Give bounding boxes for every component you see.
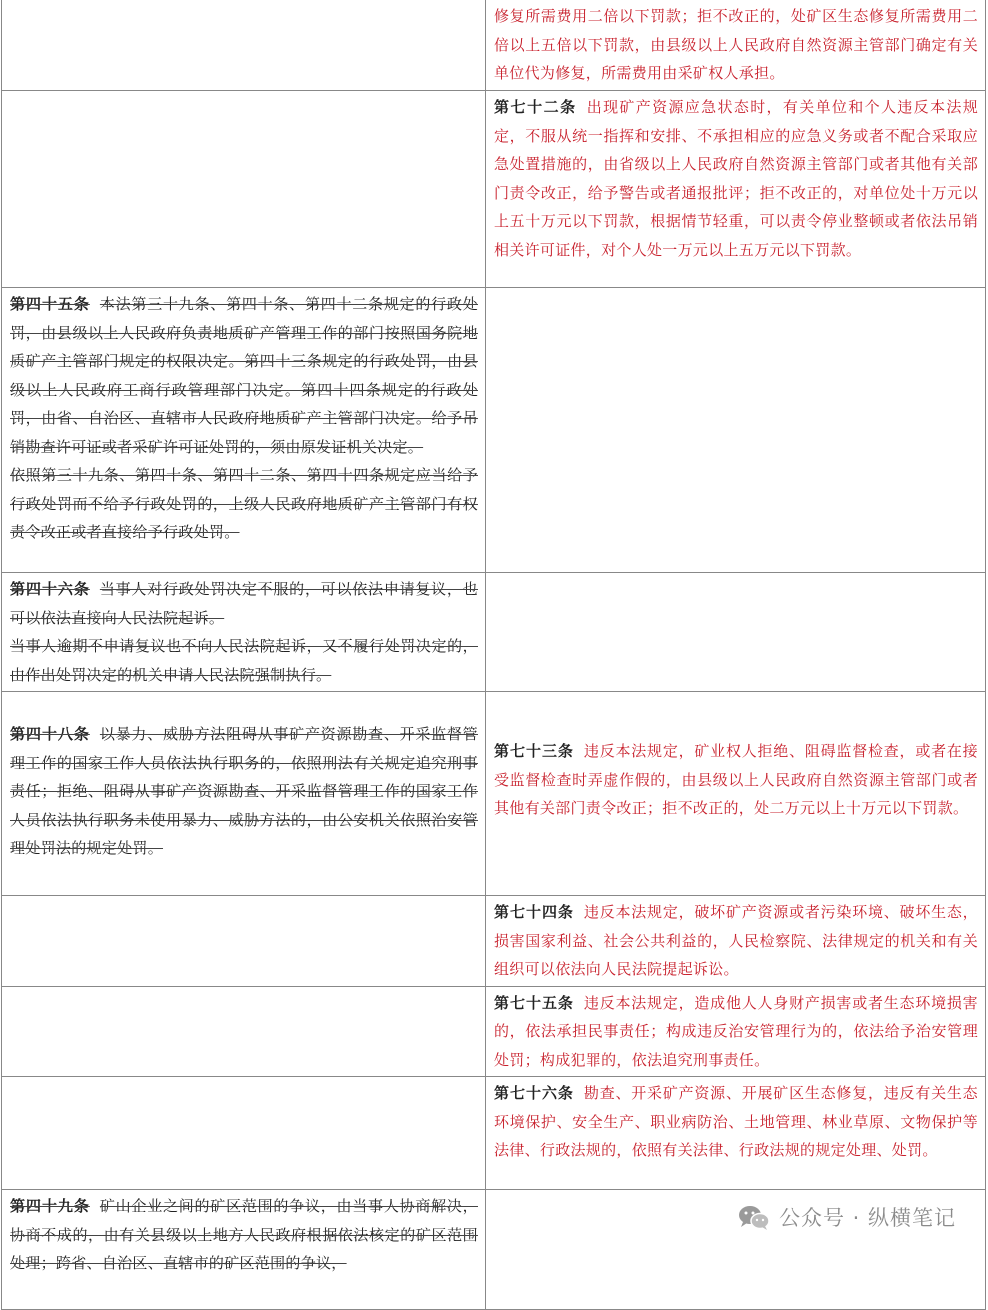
new-text-cell-empty	[486, 288, 986, 573]
article-text: 当事人对行政处罚决定不服的，可以依法申请复议，也可以依法直接向人民法院起诉。	[10, 580, 478, 627]
deleted-paragraph: 当事人逾期不申请复议也不向人民法院起诉，又不履行处罚决定的，由作出处罚决定的机关申请人民法院强制执行。	[10, 637, 478, 684]
table-row	[2, 288, 986, 573]
old-text-cell-empty	[2, 1077, 486, 1190]
article-text: 矿山企业之间的矿区范围的争议，由当事人协商解决，协商不成的，由有关县级以上地方人民政府根据依法核定的矿区范围处理；跨省、自治区、直辖市的矿区范围的争议，	[10, 1197, 478, 1272]
table-row	[2, 1077, 986, 1190]
old-text-cell-empty	[2, 91, 486, 288]
article-number: 第七十三条	[494, 742, 574, 760]
article-text: 修复所需费用二倍以下罚款；拒不改正的，处矿区生态修复所需费用二倍以上五倍以下罚款，由县级以上人民政府自然资源主管部门确定有关单位代为修复，所需费用由采矿权人承担。	[494, 7, 978, 82]
article-text: 勘查、开采矿产资源、开展矿区生态修复，违反有关生态环境保护、安全生产、职业病防治、土地管理、林业草原、文物保护等法律、行政法规的，依照有关法律、行政法规的规定处理、处罚。	[494, 1084, 978, 1159]
table-row	[2, 896, 986, 987]
article-number: 第七十六条	[494, 1084, 574, 1102]
new-text-cell	[486, 986, 986, 1077]
old-text-cell-empty	[2, 896, 486, 987]
article-number: 第七十四条	[494, 903, 574, 921]
new-text-cell	[486, 692, 986, 896]
deleted-paragraph	[10, 575, 478, 632]
old-text-cell	[2, 573, 486, 692]
article-text: 出现矿产资源应急状态时，有关单位和个人违反本法规定，不服从统一指挥和安排、不承担相应的应急义务或者不配合采取应急处置措施的，由省级以上人民政府自然资源主管部门或者其他有关部门责令改正，给予警告或者通报批评；拒不改正的，对单位处十万元以上五十万元以下罚款，根据情节轻重，可以责令停业整顿或者依法吊销相关许可证件，对个人处一万元以上五万元以下罚款。	[494, 98, 978, 259]
old-text-cell	[2, 288, 486, 573]
new-text-cell	[486, 1077, 986, 1190]
article-number: 第七十五条	[494, 993, 574, 1012]
article-number: 第七十二条	[494, 98, 577, 116]
article-number: 第四十五条	[10, 295, 90, 313]
new-text-cell	[486, 91, 986, 288]
new-text-cell	[486, 896, 986, 987]
old-text-cell-empty	[2, 0, 486, 91]
deleted-paragraph	[10, 290, 478, 461]
article-number: 第四十八条	[10, 725, 90, 743]
article-text: 以暴力、威胁方法阻碍从事矿产资源勘查、开采监督管理工作的国家工作人员依法执行职务的，依照刑法有关规定追究刑事责任；拒绝、阻碍从事矿产资源勘查、开采监督管理工作的国家工作人员依法执行职务未使用暴力、威胁方法的，由公安机关依照治安管理处罚法的规定处罚。	[10, 725, 478, 857]
table-row	[2, 692, 986, 896]
table-row	[2, 986, 986, 1077]
old-text-cell	[2, 1190, 486, 1310]
article-number: 第四十九条	[10, 1197, 90, 1215]
article-text: 违反本法规定，造成他人人身财产损害或者生态环境损害的，依法承担民事责任；构成违反治安管理行为的，依法给予治安管理处罚；构成犯罪的，依法追究刑事责任。	[494, 993, 978, 1069]
article-text: 违反本法规定，破坏矿产资源或者污染环境、破坏生态，损害国家利益、社会公共利益的，人民检察院、法律规定的机关和有关组织可以依法向人民法院提起诉讼。	[494, 903, 978, 978]
article-text: 本法第三十九条、第四十条、第四十二条规定的行政处罚，由县级以上人民政府负责地质矿产管理工作的部门按照国务院地质矿产主管部门规定的权限决定。第四十三条规定的行政处罚，由县级以上人民政府工商行政管理部门决定。第四十四条规定的行政处罚，由省、自治区、直辖市人民政府地质矿产主管部门决定。给予吊销勘查许可证或者采矿许可证处罚的，须由原发证机关决定。	[10, 295, 478, 456]
comparison-table	[1, 0, 986, 1310]
watermark	[733, 1202, 960, 1235]
article-number: 第四十六条	[10, 580, 90, 598]
old-text-cell	[2, 692, 486, 896]
wechat-icon	[737, 1204, 771, 1232]
deleted-paragraph	[10, 720, 478, 863]
table-row	[2, 0, 986, 91]
new-text-cell-empty	[486, 573, 986, 692]
article-text: 违反本法规定，矿业权人拒绝、阻碍监督检查，或者在接受监督检查时弄虚作假的，由县级以上人民政府自然资源主管部门或者其他有关部门责令改正；拒不改正的，处二万元以上十万元以下罚款。	[494, 742, 978, 817]
old-text-cell-empty	[2, 986, 486, 1077]
deleted-paragraph	[10, 1192, 478, 1278]
table-row	[2, 91, 986, 288]
deleted-paragraph: 依照第三十九条、第四十条、第四十二条、第四十四条规定应当给予行政处罚而不给予行政处罚的，上级人民政府地质矿产主管部门有权责令改正或者直接给予行政处罚。	[10, 466, 478, 541]
new-text-cell	[486, 0, 986, 91]
table-row	[2, 573, 986, 692]
watermark-text: 公众号 · 纵横笔记	[778, 1205, 956, 1230]
